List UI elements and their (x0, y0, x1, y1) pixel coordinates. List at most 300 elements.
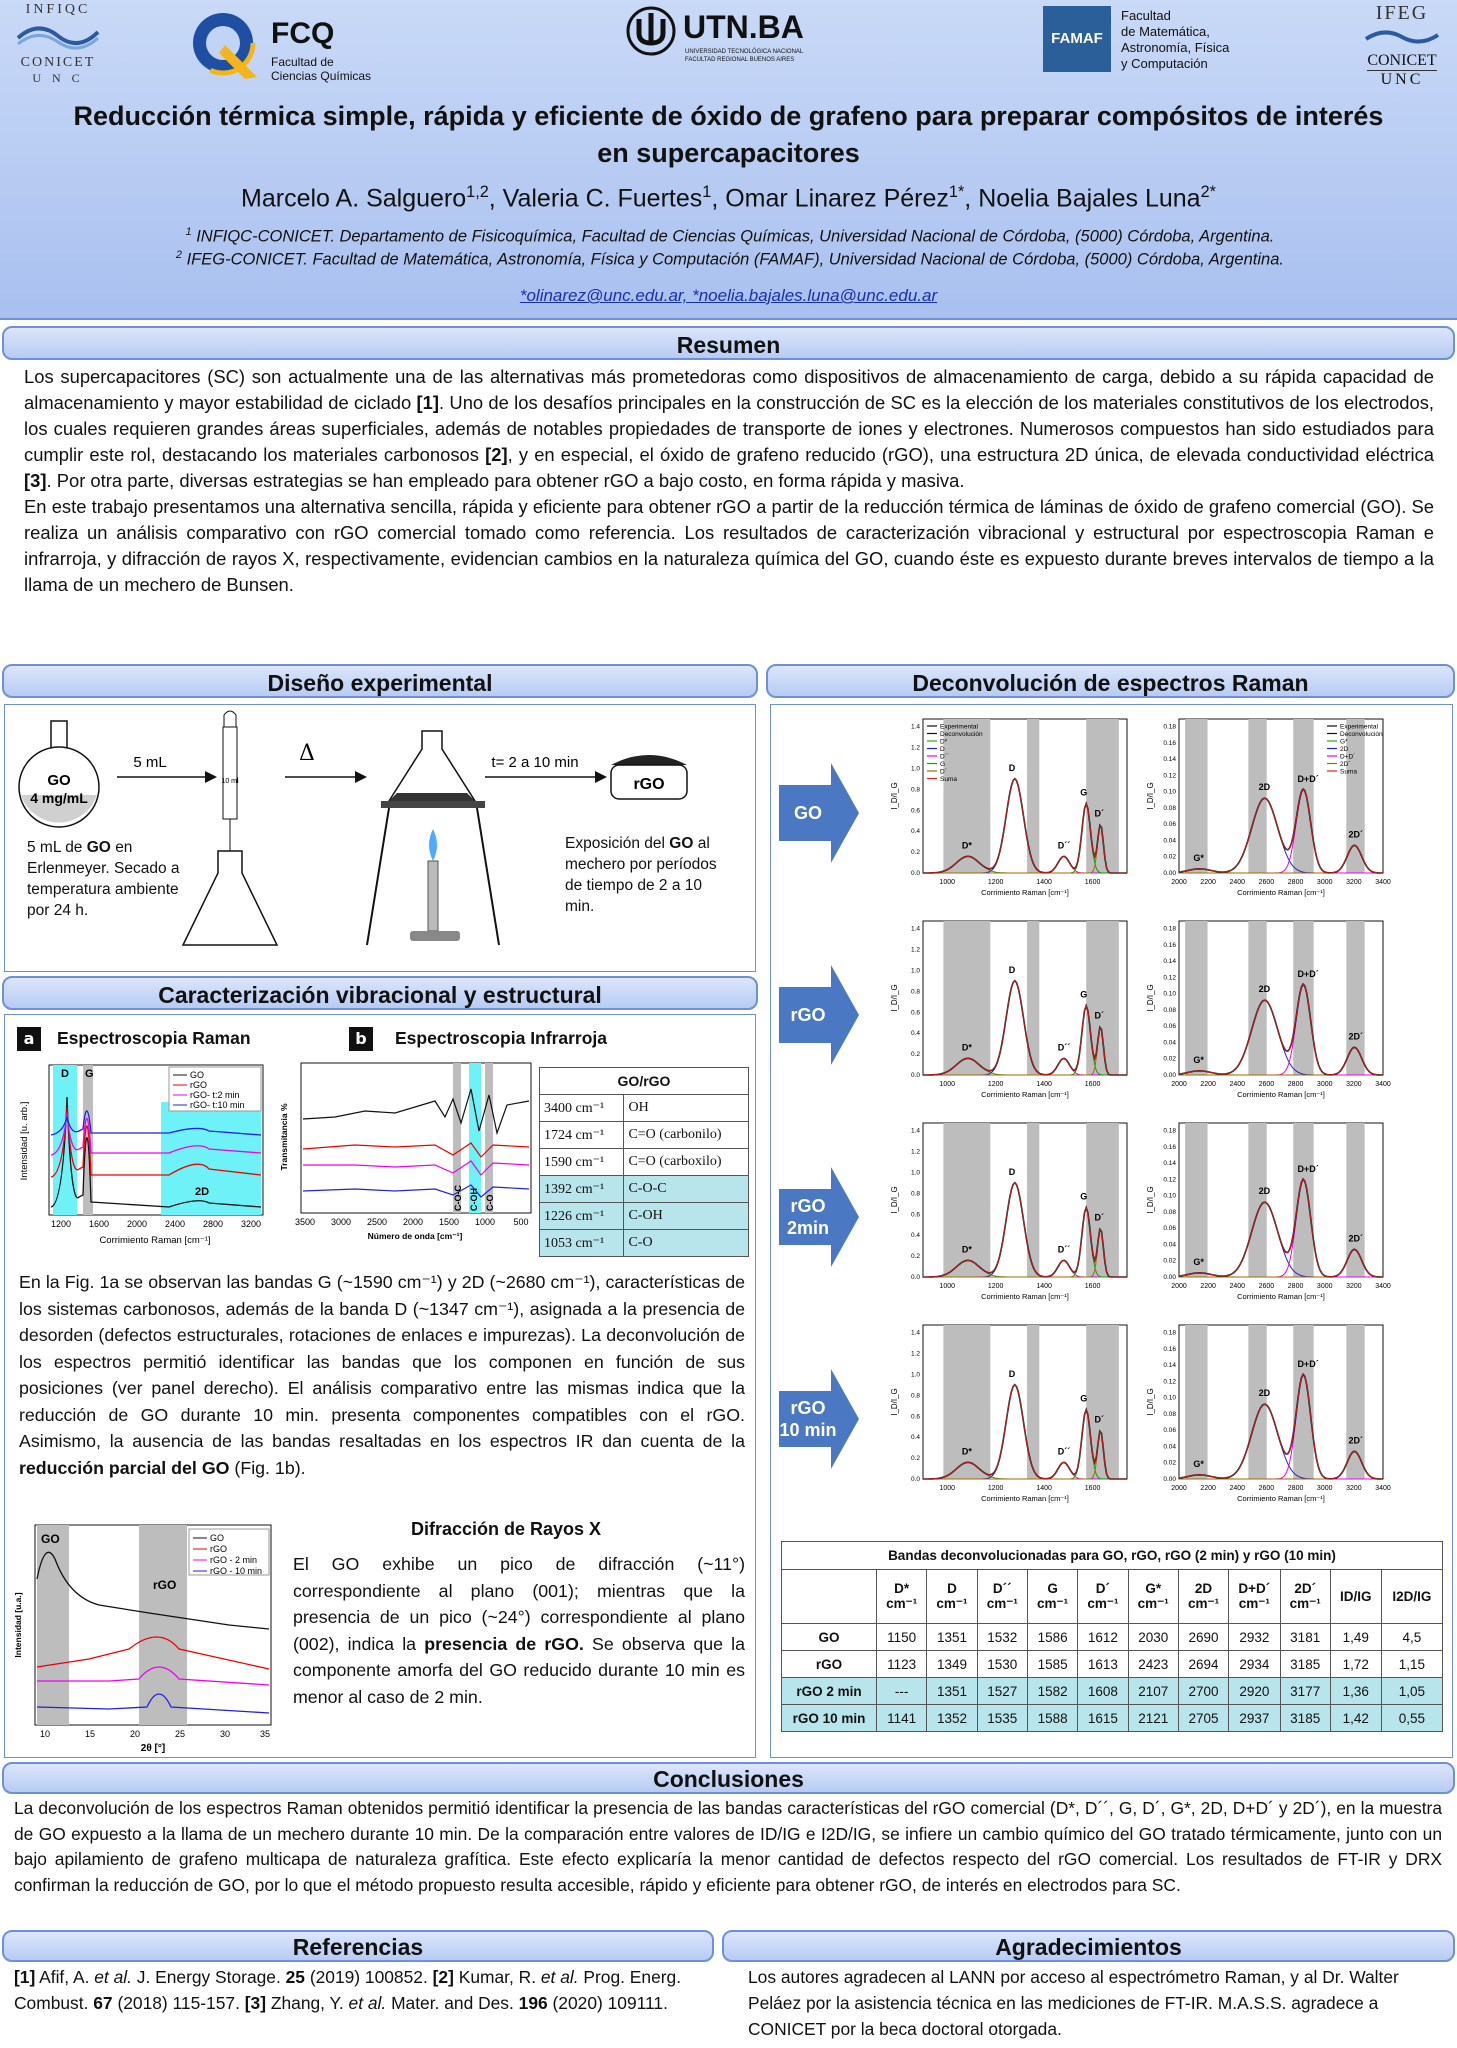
header-label: 2D (1194, 1581, 1213, 1596)
ytick: 0.14 (1163, 1160, 1176, 1168)
xtick: 25 (174, 1729, 186, 1739)
band-label: D+D´ (1297, 773, 1319, 784)
ytick: 1.2 (910, 744, 920, 752)
band-label: D´´ (1057, 1446, 1071, 1457)
table-cell: 2932 (1229, 1624, 1280, 1651)
ytick: 0.6 (910, 807, 920, 815)
deconv-grid (771, 705, 1454, 1525)
diseno-panel (4, 704, 756, 972)
table-cell: 2700 (1178, 1678, 1228, 1705)
band-highlight (1185, 1325, 1207, 1479)
raman-spectra-chart (9, 1057, 271, 1257)
xtick: 35 (259, 1729, 271, 1739)
fcq-q-icon (185, 5, 265, 85)
table-header-cell (1381, 1570, 1442, 1624)
deconv-ylabel: I_D/I_G (1146, 1388, 1155, 1416)
table-header-cell (1229, 1570, 1280, 1624)
band-label: D´´ (1057, 1042, 1071, 1053)
band-label: 2D´ (1348, 1435, 1363, 1446)
table-cell: 1,72 (1330, 1651, 1381, 1678)
table-cell: 1608 (1078, 1678, 1128, 1705)
band-label: D´ (1094, 1414, 1104, 1425)
xtick: 2000 (126, 1219, 148, 1229)
ref-num: [1] (14, 1967, 36, 1987)
right-text-a: Exposición del (565, 835, 670, 852)
xtick: 15 (84, 1729, 96, 1739)
ifeg-name: IFEG (1375, 2, 1429, 24)
xtick: 2500 (366, 1217, 388, 1227)
right-text-b: GO (669, 835, 694, 852)
raman-2d-deconv-chart (1145, 713, 1391, 907)
affiliation-text: IFEG-CONICET. Facultad de Matemática, Astronomía, Física y Computación (FAMAF), Universidad Nacional de Córdoba, (5000) Córdoba, Argentina. (186, 250, 1284, 269)
ref-text: Mater. and Des. (386, 1993, 519, 2013)
utn-logo (625, 5, 855, 75)
raman-band-2d: 2D (195, 1186, 210, 1198)
resumen-p1b: . Uno de los desafíos principales en la construcción de SC es la elección de los materiales constitutivos de los electrodos, los cuales requieren grandes áreas superficiales, además de notables propiedades de transporte de iones y electrones. Numerosos compuestos han sido estudiados para cumplir este rol, destacando los materiales carbonosos (24, 392, 1434, 465)
sample-label: rGO (790, 1005, 826, 1025)
table-cell: 1,49 (1330, 1624, 1381, 1651)
header-label: D+D´ (1238, 1581, 1271, 1596)
band-label: G* (1193, 852, 1204, 863)
xtick: 3400 (1375, 1485, 1391, 1492)
band-highlight (1346, 1123, 1364, 1277)
table-row (782, 1651, 1443, 1678)
xtick: 2200 (1200, 1485, 1216, 1492)
table-cell: 1535 (977, 1705, 1027, 1732)
table-cell: 3177 (1280, 1678, 1330, 1705)
deconv-ylabel: I_D/I_G (890, 1186, 899, 1214)
table-cell: 2920 (1229, 1678, 1280, 1705)
famaf-line2: de Matemática, (1121, 24, 1210, 39)
deconv-xlabel: Corrimiento Raman [cm⁻¹] (1237, 888, 1325, 897)
xtick: 20 (129, 1729, 141, 1739)
table-cell: C=O (carboxilo) (624, 1149, 749, 1176)
raman-xticks (51, 1219, 261, 1229)
sample-arrow (779, 1167, 859, 1267)
table-cell: 2937 (1229, 1705, 1280, 1732)
bunsen-burner-icon (428, 861, 438, 931)
header-unit: cm⁻¹ (986, 1596, 1018, 1611)
xrd-peak-rgo: rGO (153, 1578, 177, 1592)
ytick: 0.0 (910, 1274, 920, 1281)
contact-emails[interactable]: *olinarez@unc.edu.ar, *noelia.bajales.luna@unc.edu.ar (519, 286, 938, 305)
ytick: 0.04 (1163, 837, 1176, 845)
xtick: 1600 (88, 1219, 110, 1229)
table-cell: 1527 (977, 1678, 1027, 1705)
header-unit: cm⁻¹ (886, 1596, 918, 1611)
ytick: 0.18 (1163, 723, 1176, 731)
heated-erlenmeyer-icon (389, 731, 475, 801)
xrd-text-a: El GO exhibe un pico de difracción (~11°) correspondiente al plano (001); mientras que la presencia de un pico (~24°) correspondiente al plano (002), indica la (293, 1554, 745, 1654)
ytick: 0.12 (1163, 772, 1176, 780)
legend-entry: D* (940, 738, 948, 746)
author-sup: 2* (1200, 183, 1216, 201)
table-cell: 1,15 (1381, 1651, 1442, 1678)
raman-2d-deconv-chart (1145, 1319, 1391, 1513)
ifeg-unc: UNC (1380, 71, 1424, 88)
header-unit: cm⁻¹ (1238, 1596, 1270, 1611)
row-label: GO (782, 1624, 877, 1651)
ytick: 0.12 (1163, 1176, 1176, 1184)
caract-header: Caracterización vibracional y estructural (2, 976, 758, 1010)
ir-spectra-chart (275, 1061, 539, 1257)
xtick: 1200 (987, 1283, 1004, 1290)
ytick: 0.2 (910, 849, 920, 857)
legend-entry: D (940, 746, 945, 753)
deconv-xlabel: Corrimiento Raman [cm⁻¹] (981, 1494, 1069, 1503)
ytick: 0.10 (1163, 788, 1176, 796)
ref-3: [3] (24, 470, 47, 491)
ir-band-coc: C-O-C (453, 1185, 463, 1211)
table-row (540, 1149, 749, 1176)
xtick: 2800 (1287, 1283, 1304, 1290)
table-cell: 1612 (1078, 1624, 1128, 1651)
famaf-line4: y Computación (1121, 56, 1208, 71)
ytick: 0.6 (910, 1211, 920, 1219)
deconv-xlabel: Corrimiento Raman [cm⁻¹] (1237, 1090, 1325, 1099)
table-cell: 1532 (977, 1624, 1027, 1651)
band-highlight (1293, 1325, 1313, 1479)
xrd-chart (9, 1519, 279, 1755)
affiliation-text: INFIQC-CONICET. Departamento de Fisicoquímica, Facultad de Ciencias Químicas, Universidad Nacional de Córdoba, (5000) Córdoba, Argentina. (196, 227, 1275, 246)
deconv-chart-wrap (1145, 915, 1391, 1109)
table-cell: C=O (carbonilo) (624, 1122, 749, 1149)
band-highlight (1346, 921, 1364, 1075)
legend-entry: D´´ (940, 753, 950, 761)
sample-arrow (779, 763, 859, 863)
utn-name: UTN.BA (683, 9, 804, 45)
ref-text: (2019) 100852. (304, 1967, 433, 1987)
ytick: 0.8 (910, 786, 920, 794)
table-header-cell (1280, 1570, 1330, 1624)
table-row (782, 1678, 1443, 1705)
table-cell: 1351 (927, 1624, 977, 1651)
xtick: 2800 (1287, 1081, 1304, 1088)
band-highlight (1248, 719, 1266, 873)
ytick: 0.04 (1163, 1039, 1176, 1047)
ytick: 1.2 (910, 946, 920, 954)
ytick: 0.16 (1163, 739, 1176, 747)
authors-line: Marcelo A. Salguero$^{1,2}$, Valeria C. Fuertes$^1$, Omar Linarez Pérez$^{1*}$, Noelia Bajales Luna$^{2*}$ (241, 183, 1216, 213)
raman-band-g: G (85, 1068, 94, 1080)
sample-label: rGO 10 min (779, 1398, 837, 1440)
table-cell: 1349 (927, 1651, 977, 1678)
table-cell: C-O (624, 1230, 749, 1257)
table-cell: --- (877, 1678, 927, 1705)
ytick: 0.06 (1163, 1225, 1176, 1233)
ytick: 1.0 (910, 1371, 920, 1379)
ytick: 0.08 (1163, 1006, 1176, 1014)
row-label: rGO 2 min (782, 1678, 877, 1705)
table-header-cell (1178, 1570, 1228, 1624)
xtick: 2200 (1200, 1081, 1216, 1088)
infiqc-logo-text: INFIQC (25, 2, 91, 17)
table-row (540, 1176, 749, 1203)
conclusiones-text: La deconvolución de los espectros Raman obtenidos permitió identificar la presencia de las bandas características del rGO comercial (D*, D´´, G, D´, G*, 2D, D+D´ y 2D´), en la muestra de GO expuesto a la llama de un mechero durante 10 min. De la comparación entre valores de ID/IG e I2D/IG, se infiere un cambio químico del GO tratado térmicamente, junto con un bajo apilamiento de grafeno multicapa de naturaleza grafítica. Este efecto explicaría la menor cantidad de defectos respecto del rGO comercial. Los resultados de FT-IR y DRX confirman la reducción de GO, por lo que el método propuesto resulta accesible, rápido y eficiente para obtener rGO, de interés en electrodos para SC. (14, 1798, 1442, 1895)
ytick: 0.14 (1163, 756, 1176, 764)
poster-title (20, 98, 1437, 172)
author-name: Noelia Bajales Luna (978, 184, 1201, 213)
resumen-p1d: . Por otra parte, diversas estrategias se han empleado para obtener rGO a bajo costo, en forma rápida y masiva. (46, 470, 965, 491)
fig-b-label: b (349, 1027, 373, 1051)
raman-2d-deconv-chart (1145, 915, 1391, 1109)
author-name: Valeria C. Fuertes (502, 184, 703, 213)
ir-band-coh: C-OH (469, 1188, 479, 1211)
fcq-sub1: Facultad de (271, 55, 334, 69)
ref-num: [3] (244, 1993, 267, 2013)
table-cell: 2121 (1128, 1705, 1178, 1732)
xtick: 1000 (939, 1283, 956, 1290)
xtick: 1000 (474, 1217, 496, 1227)
infiqc-unc-text: U N C (32, 71, 84, 85)
ytick: 0.18 (1163, 1329, 1176, 1337)
xtick: 2400 (1229, 879, 1246, 886)
ref-text: Prog. Energ. Combust. (14, 1967, 682, 2013)
deconv-header: Deconvolución de espectros Raman (766, 664, 1455, 698)
fcq-sub2: Ciencias Químicas (271, 69, 372, 83)
table-cell: 0,55 (1381, 1705, 1442, 1732)
xtick: 2800 (202, 1219, 224, 1229)
table-cell: 1053 cm⁻¹ (540, 1230, 624, 1257)
ir-band-co: C-O (485, 1194, 495, 1211)
xtick: 2800 (1287, 879, 1304, 886)
tripod-plate-icon (381, 801, 485, 808)
utn-emblem-icon (625, 5, 677, 57)
ytick: 1.0 (910, 1169, 920, 1177)
ifeg-logo (1352, 2, 1452, 94)
caract-text-a: En la Fig. 1a se observan las bandas G (~1590 cm⁻¹) y 2D (~2680 cm⁻¹), características de los sistemas carbonosos, además de la banda D (~1347 cm⁻¹), asignada a la presencia de desorden (defectos estructurales, rotaciones de enlaces e impurezas). La deconvolución de los espectros permitió identificar las bandas que los componen en función de sus posiciones (ver panel derecho). El análisis comparativo entre las mismas indica que la reducción de GO durante 10 min. presenta componentes compatibles con el rGO. Asimismo, la ausencia de las bandas resaltadas en los espectros IR dan cuenta de la (19, 1272, 745, 1451)
deconv-ylabel: I_D/I_G (1146, 782, 1155, 810)
diseno-header: Diseño experimental (2, 664, 758, 698)
table-cell: 1,36 (1330, 1678, 1381, 1705)
ytick: 0.10 (1163, 990, 1176, 998)
table-cell: 2694 (1178, 1651, 1228, 1678)
caract-panel (4, 1014, 756, 1758)
author-sup: 1,2 (466, 183, 489, 201)
ytick: 0.8 (910, 988, 920, 996)
ref-text: (2020) 109111. (547, 1993, 668, 2013)
band-highlight (1185, 921, 1207, 1075)
band-label: D (1008, 964, 1016, 975)
table-cell: 1582 (1027, 1678, 1077, 1705)
legend-rgo: rGO (210, 1544, 227, 1554)
header-label: I2D/IG (1392, 1589, 1432, 1604)
affiliation-2 (60, 249, 1400, 270)
header-label: D (947, 1581, 957, 1596)
table-header-cell (927, 1570, 977, 1624)
xtick: 3000 (1316, 879, 1333, 886)
affiliation-1 (60, 226, 1400, 247)
ytick: 1.4 (910, 723, 920, 731)
xtick: 2200 (1200, 1283, 1216, 1290)
caract-text-bold: reducción parcial del GO (19, 1457, 230, 1478)
xtick: 2400 (1229, 1081, 1246, 1088)
fig-a-label: a (17, 1027, 41, 1051)
xtick: 2400 (164, 1219, 186, 1229)
table-cell: 2690 (1178, 1624, 1228, 1651)
fcq-logo (185, 5, 385, 90)
band-highlight (1293, 1123, 1313, 1277)
ytick: 1.2 (910, 1148, 920, 1156)
table-row (782, 1705, 1443, 1732)
ref-1: [1] (416, 392, 440, 413)
ytick: 1.2 (910, 1350, 920, 1358)
table-cell (782, 1570, 877, 1624)
resumen-p1a: Los supercapacitores (SC) son actualmente una de las alternativas más prometedoras como dispositivos de almacenamiento de carga, debido a su rápida capacidad de almacenamiento y mayor estabilidad de ciclado (24, 366, 1434, 413)
xtick: 3200 (1346, 1485, 1362, 1492)
referencias-header: Referencias (2, 1930, 714, 1962)
ytick: 0.4 (910, 828, 920, 836)
ytick: 0.0 (910, 870, 920, 877)
caract-text-end: (Fig. 1b). (229, 1457, 306, 1478)
header-unit: cm⁻¹ (1289, 1596, 1321, 1611)
tripod-leg-icon (477, 808, 499, 945)
sample-arrow (779, 965, 859, 1065)
table-cell: 1615 (1078, 1705, 1128, 1732)
xtick: 3200 (1346, 1283, 1362, 1290)
xtick: 2600 (1258, 1283, 1275, 1290)
table-cell: 1586 (1027, 1624, 1077, 1651)
infiqc-wave-icon (13, 18, 103, 50)
header-label: ID/IG (1340, 1589, 1372, 1604)
sample-label: GO (793, 803, 822, 823)
band-label: G* (1193, 1054, 1204, 1065)
xrd-paragraph (293, 1551, 745, 1710)
ytick: 0.18 (1163, 1127, 1176, 1135)
xtick: 10 (39, 1729, 51, 1739)
band-label: D* (961, 840, 972, 851)
legend-entry: Deconvolución (940, 731, 983, 738)
ref-text: Zhang, Y. (266, 1993, 349, 2013)
deconv-chart-wrap (1145, 1117, 1391, 1311)
ytick: 0.0 (910, 1072, 920, 1079)
table-row (540, 1122, 749, 1149)
deconv-chart-wrap (889, 1319, 1135, 1513)
band-highlight (1346, 1325, 1364, 1479)
tripod-leg-icon (367, 808, 389, 945)
ir-ylabel: Transmitancia % (279, 1103, 289, 1171)
ref-text: et al. (540, 1967, 579, 1987)
table-cell: 1123 (877, 1651, 927, 1678)
band-label: D´´ (1057, 840, 1071, 851)
table-row (782, 1624, 1443, 1651)
band-label: G (1080, 1393, 1088, 1404)
ref-num: [2] (432, 1967, 454, 1987)
ref-text: (2018) 115-157. (112, 1993, 245, 2013)
band-label: D´´ (1057, 1244, 1071, 1255)
left-text-c: en Erlenmeyer. Secado a temperatura ambiente por 24 h. (27, 839, 180, 919)
resumen-p2: En este trabajo presentamos una alternativa sencilla, rápida y eficiente para obtener rGO a partir de la reducción térmica de láminas de óxido de grafeno comercial (GO). Se realiza un análisis comparativo con rGO comercial tomado como referencia. Los resultados de caracterización vibracional y estructural por espectroscopia Raman e infrarroja, y difracción de rayos X, respectivamente, evidencian cambios en la naturaleza química del GO, cuando éste es expuesto durante breves intervalos de tiempo a la llama de un mechero de Bunsen. (24, 496, 1434, 595)
delta-symbol: Δ (299, 741, 315, 766)
ytick: 1.4 (910, 1329, 920, 1337)
resumen-p1 (24, 364, 1434, 494)
ifeg-conicet: CONICET (1367, 52, 1437, 69)
band-label: D+D´ (1297, 968, 1319, 979)
ref-text: Kumar, R. (453, 1967, 541, 1987)
xrd-text-b: Se observa que la componente amorfa del GO reducido durante 10 min es menor al caso de 2 min. (293, 1633, 746, 1707)
table-cell: 1585 (1027, 1651, 1077, 1678)
famaf-line3: Astronomía, Física (1121, 40, 1230, 55)
band-label: G* (1193, 1256, 1204, 1267)
deconv-chart-wrap (1145, 1319, 1391, 1513)
ytick: 0.14 (1163, 958, 1176, 966)
band-highlight (1086, 719, 1119, 873)
xrd-xticks (40, 1729, 270, 1739)
title-line1: Reducción térmica simple, rápida y eficiente de óxido de grafeno para preparar compósitos de interés (73, 101, 1384, 131)
bands-table-title: Bandas deconvolucionadas para GO, rGO, rGO (2 min) y rGO (10 min) (781, 1541, 1443, 1569)
bands-table-body (782, 1624, 1443, 1732)
xtick: 1600 (1084, 879, 1101, 886)
band-label: D* (961, 1244, 972, 1255)
ytick: 0.2 (910, 1455, 920, 1463)
raman-dg-deconv-chart (889, 1319, 1135, 1513)
xtick: 1000 (939, 1485, 956, 1492)
left-text-b: GO (86, 839, 111, 856)
xrd-ylabel: Intensidad [u.a.] (13, 1592, 23, 1658)
raman-band-d: D (61, 1068, 69, 1080)
table-cell: 1141 (877, 1705, 927, 1732)
table-cell: C-O-C (624, 1176, 749, 1203)
infiqc-conicet-text: CONICET (20, 55, 96, 70)
ytick: 1.4 (910, 1127, 920, 1135)
bunsen-base-icon (410, 931, 460, 941)
header-unit: cm⁻¹ (1187, 1596, 1220, 1611)
raman-ylabel: Intensidad [u. arb.] (19, 1101, 30, 1181)
legend-entry: D´ (940, 768, 947, 776)
xtick: 2400 (1229, 1283, 1246, 1290)
ytick: 0.10 (1163, 1192, 1176, 1200)
deconv-chart-wrap (889, 713, 1135, 907)
xtick: 30 (219, 1729, 231, 1739)
xtick: 3200 (1346, 1081, 1362, 1088)
ytick: 0.14 (1163, 1362, 1176, 1370)
arrow-head-2 (355, 771, 367, 783)
ref-text: 196 (518, 1993, 548, 2013)
product-label: rGO (633, 776, 665, 793)
ytick: 0.6 (910, 1009, 920, 1017)
xtick: 1200 (987, 1081, 1004, 1088)
table-cell: C-OH (624, 1203, 749, 1230)
legend-entry: G* (1340, 738, 1348, 746)
raman-dg-deconv-chart (889, 1117, 1135, 1311)
utn-sub1: UNIVERSIDAD TECNOLÓGICA NACIONAL (685, 49, 804, 55)
xtick: 2000 (402, 1217, 424, 1227)
band-label: D´ (1094, 1010, 1104, 1021)
band-label: D* (961, 1446, 972, 1457)
ytick: 0.08 (1163, 1208, 1176, 1216)
deconv-ylabel: I_D/I_G (890, 984, 899, 1012)
xtick: 1400 (1036, 879, 1052, 886)
band-label: D+D´ (1297, 1163, 1319, 1174)
xtick: 1200 (987, 1485, 1004, 1492)
ytick: 0.00 (1163, 1274, 1176, 1281)
ref-text: et al. (94, 1967, 132, 1987)
caract-paragraph (19, 1269, 745, 1481)
raman-legend (169, 1067, 261, 1111)
deconv-xlabel: Corrimiento Raman [cm⁻¹] (981, 1292, 1069, 1301)
band-highlight (1185, 1123, 1207, 1277)
raman-title: Espectroscopia Raman (57, 1028, 251, 1048)
deconv-ylabel: I_D/I_G (890, 782, 899, 810)
band-highlight (1248, 1325, 1266, 1479)
table-cell: 1,42 (1330, 1705, 1381, 1732)
flask-label-2: 4 mg/mL (30, 790, 88, 806)
band-highlight (1086, 1123, 1119, 1277)
xtick: 3400 (1375, 879, 1391, 886)
table-header-cell (977, 1570, 1027, 1624)
erlenmeyer-icon (183, 851, 277, 945)
table-cell: 1352 (927, 1705, 977, 1732)
